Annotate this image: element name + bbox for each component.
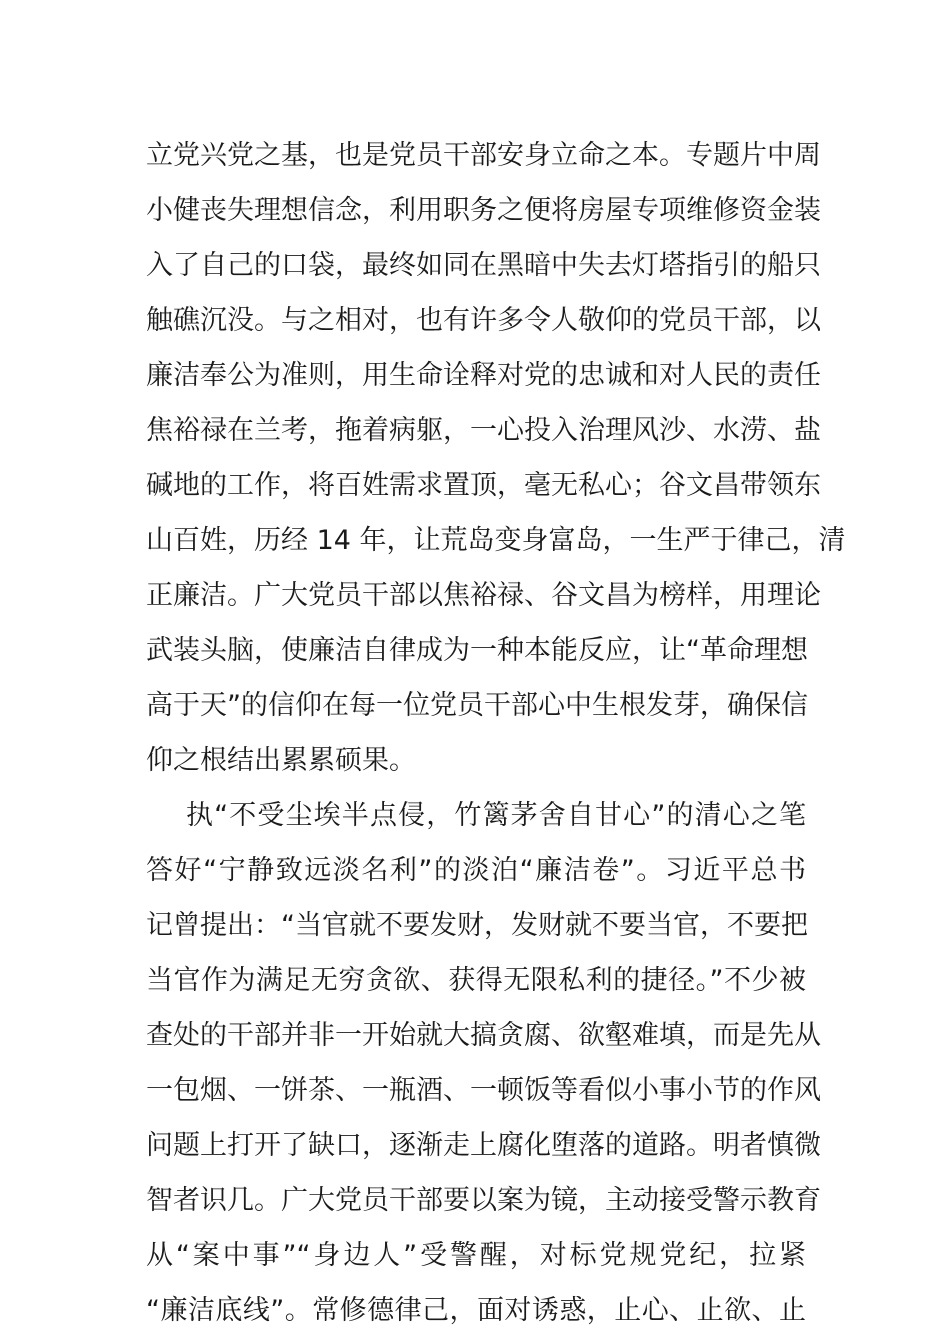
text-line: 碱地的工作，将百姓需求置顶，毫无私心；谷文昌带领东 (146, 470, 821, 501)
text-line: 武装头脑，使廉洁自律成为一种本能反应，让“革命理想 (146, 635, 808, 666)
text-line: 高于天”的信仰在每一位党员干部心中生根发芽，确保信 (146, 690, 808, 721)
text-line: 焦裕禄在兰考，拖着病躯，一心投入治理风沙、水涝、盐 (146, 415, 821, 446)
text-line: 廉洁奉公为准则，用生命诠释对党的忠诚和对人民的责任 (146, 360, 821, 391)
text-line: 触礁沉没。与之相对，也有许多令人敬仰的党员干部，以 (146, 305, 821, 336)
text-line: 一包烟、一饼茶、一瓶酒、一顿饭等看似小事小节的作风 (146, 1075, 821, 1106)
body-text (146, 128, 846, 1338)
paragraph-first-line: 执“不受尘埃半点侵，竹篱茅舍自甘心”的清心之笔 (186, 800, 806, 831)
text-line: 从“案中事”“身边人”受警醒，对标党规党纪，拉紧 (146, 1240, 806, 1271)
text-line: “廉洁底线”。常修德律己，面对诱惑，止心、止欲、止 (146, 1295, 806, 1326)
text-line: 立党兴党之基，也是党员干部安身立命之本。专题片中周 (146, 140, 821, 171)
text-line: 入了自己的口袋，最终如同在黑暗中失去灯塔指引的船只 (146, 250, 821, 281)
text-line: 答好“宁静致远淡名利”的淡泊“廉洁卷”。习近平总书 (146, 855, 806, 886)
text-line: 问题上打开了缺口，逐渐走上腐化堕落的道路。明者慎微 (146, 1130, 821, 1161)
text-line: 小健丧失理想信念，利用职务之便将房屋专项维修资金装 (146, 195, 821, 226)
text-line: 记曾提出：“当官就不要发财，发财就不要当官，不要把 (146, 910, 808, 941)
text-line: 山百姓，历经 14 年，让荒岛变身富岛，一生严于律己，清 (146, 525, 846, 556)
text-line: 正廉洁。广大党员干部以焦裕禄、谷文昌为榜样，用理论 (146, 580, 821, 611)
text-line: 智者识几。广大党员干部要以案为镜，主动接受警示教育 (146, 1185, 821, 1216)
text-line: 当官作为满足无穷贪欲、获得无限私利的捷径。”不少被 (146, 965, 806, 996)
text-line: 查处的干部并非一开始就大搞贪腐、欲壑难填，而是先从 (146, 1020, 821, 1051)
text-line: 仰之根结出累累硕果。 (146, 745, 416, 776)
